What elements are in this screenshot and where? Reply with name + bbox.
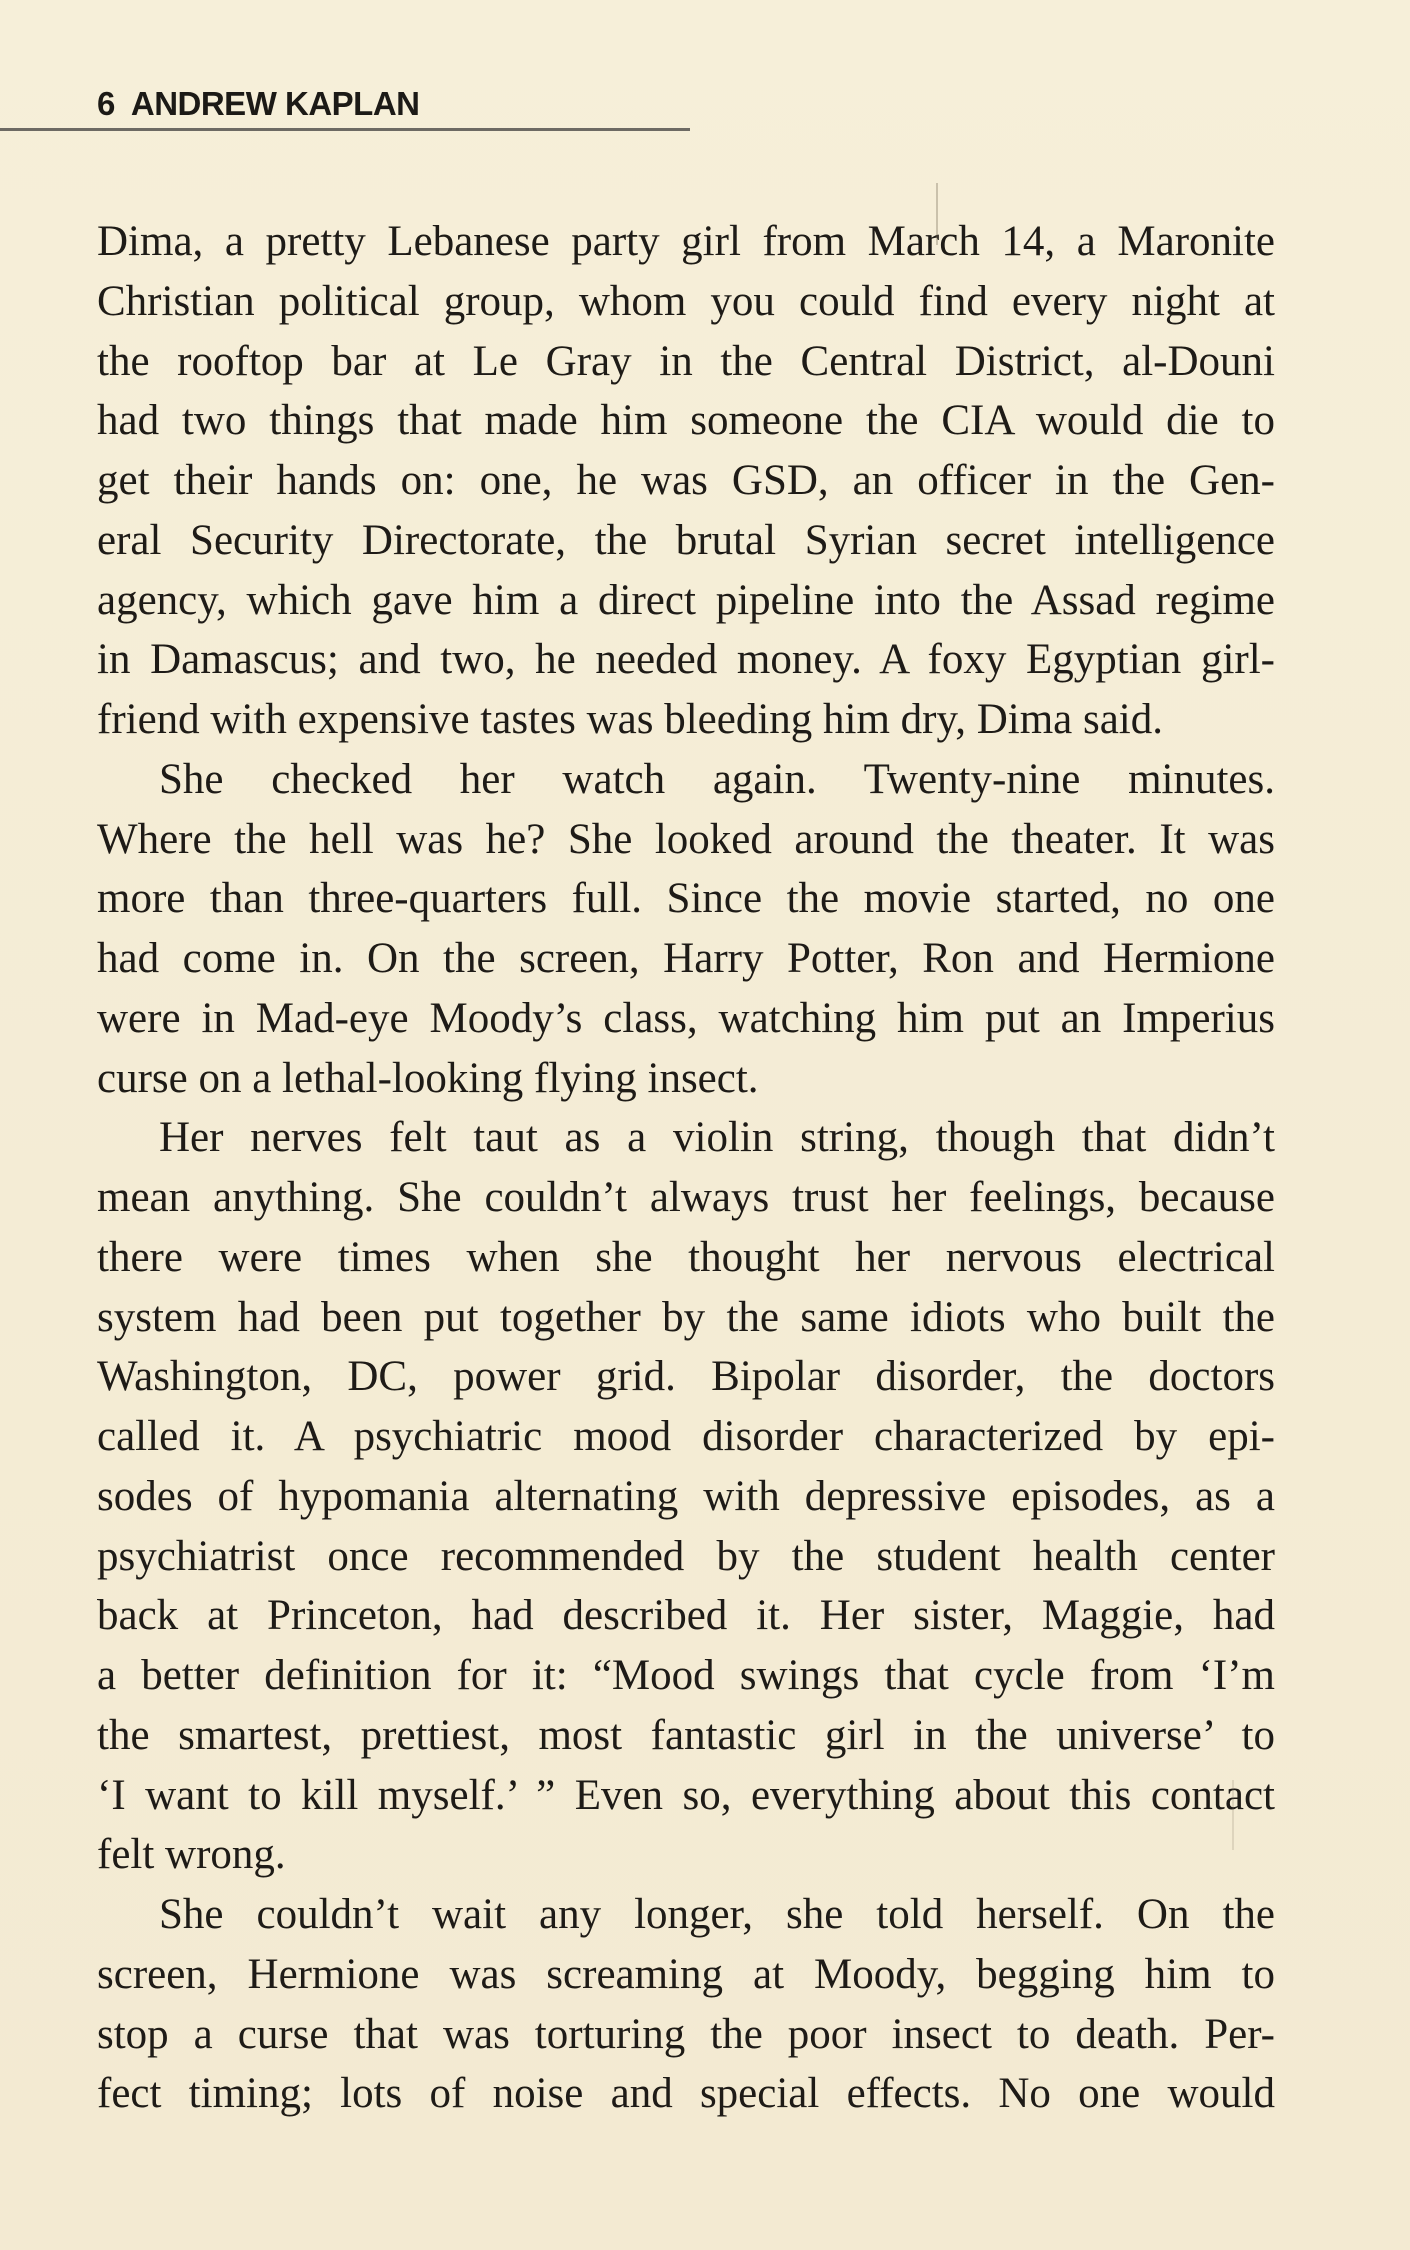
running-head bbox=[97, 85, 420, 123]
text-line: had come in. On the screen, Harry Potter, Ron and Hermione bbox=[97, 935, 1275, 982]
text-line: She couldn’t wait any longer, she told herself. On the bbox=[159, 1891, 1275, 1938]
body-text bbox=[97, 212, 1275, 2124]
text-line: a better definition for it: “Mood swings that cycle from ‘I’m bbox=[97, 1652, 1275, 1699]
text-line: there were times when she thought her nervous electrical bbox=[97, 1233, 1275, 1281]
text-line: the smartest, prettiest, most fantastic girl in the universe’ to bbox=[97, 1711, 1275, 1759]
text-line: mean anything. She couldn’t always trust her feelings, because bbox=[97, 1174, 1275, 1221]
text-line: had two things that made him someone the CIA would die to bbox=[97, 397, 1275, 445]
scan-mark bbox=[936, 183, 938, 245]
text-line: ‘I want to kill myself.’ ” Even so, everything about this contact bbox=[97, 1771, 1275, 1819]
text-line: eral Security Directorate, the brutal Syrian secret intelligence bbox=[97, 516, 1275, 564]
text-line: psychiatrist once recommended by the student health center bbox=[97, 1532, 1275, 1580]
text-line: were in Mad-eye Moody’s class, watching him put an Imperius bbox=[97, 994, 1275, 1042]
scan-mark bbox=[1232, 1780, 1234, 1850]
text-line: the rooftop bar at Le Gray in the Central District, al-Douni bbox=[97, 337, 1275, 385]
text-line: felt wrong. bbox=[97, 1831, 286, 1879]
text-line: screen, Hermione was screaming at Moody, begging him to bbox=[97, 1950, 1275, 1998]
text-line: friend with expensive tastes was bleeding him dry, Dima said. bbox=[97, 696, 1163, 743]
header-rule bbox=[0, 128, 690, 131]
text-line: Washington, DC, power grid. Bipolar disorder, the doctors bbox=[97, 1353, 1275, 1401]
text-line: system had been put together by the same idiots who built the bbox=[97, 1293, 1275, 1341]
text-line: Where the hell was he? She looked around the theater. It was bbox=[97, 815, 1275, 863]
text-line: She checked her watch again. Twenty-nine minutes. bbox=[159, 755, 1275, 803]
text-line: Her nerves felt taut as a violin string, though that didn’t bbox=[159, 1114, 1275, 1162]
text-line: fect timing; lots of noise and special effects. No one would bbox=[97, 2070, 1275, 2118]
text-line: more than three-quarters full. Since the movie started, no one bbox=[97, 875, 1275, 923]
text-line: called it. A psychiatric mood disorder characterized by epi- bbox=[97, 1413, 1275, 1460]
text-line: stop a curse that was torturing the poor insect to death. Per- bbox=[97, 2010, 1275, 2058]
text-line: agency, which gave him a direct pipeline into the Assad regime bbox=[97, 576, 1275, 624]
page-number: 6 bbox=[97, 85, 115, 122]
text-line: sodes of hypomania alternating with depressive episodes, as a bbox=[97, 1472, 1275, 1520]
author-name: ANDREW KAPLAN bbox=[130, 85, 420, 122]
text-line: in Damascus; and two, he needed money. A foxy Egyptian girl- bbox=[97, 636, 1275, 684]
text-line: curse on a lethal-looking flying insect. bbox=[97, 1054, 759, 1102]
text-line: Dima, a pretty Lebanese party girl from March 14, a Maronite bbox=[97, 218, 1275, 265]
text-line: get their hands on: one, he was GSD, an officer in the Gen- bbox=[97, 457, 1275, 504]
text-line: Christian political group, whom you could find every night at bbox=[97, 277, 1275, 325]
text-line: back at Princeton, had described it. Her sister, Maggie, had bbox=[97, 1592, 1275, 1640]
